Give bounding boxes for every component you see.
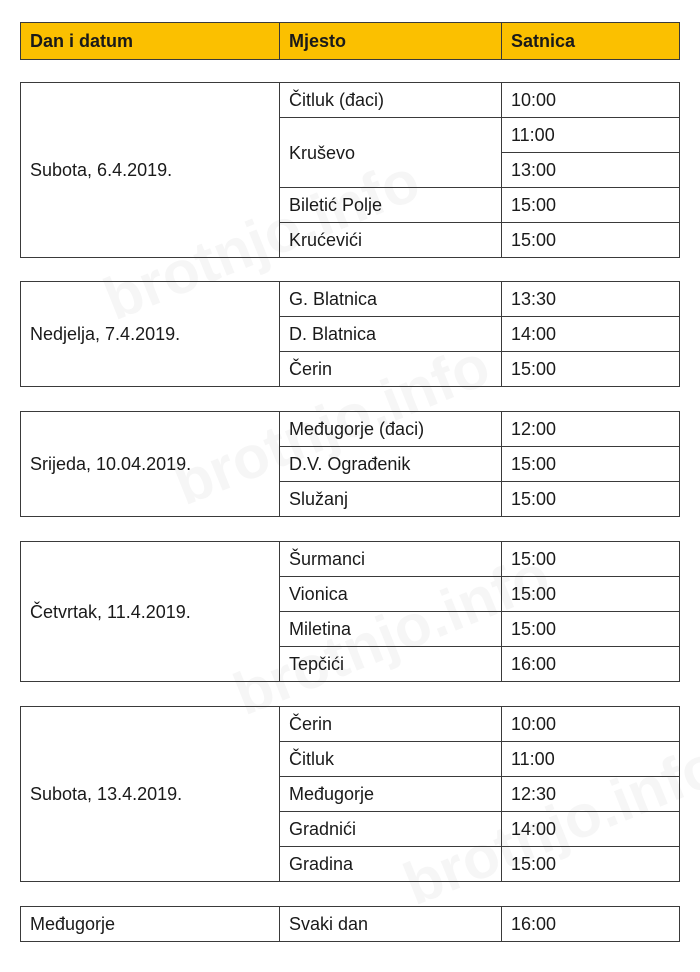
schedule-group — [20, 281, 680, 387]
time-cell: 16:00 — [502, 647, 680, 682]
place-cell: Gradina — [280, 847, 502, 882]
place-cell: Miletina — [280, 612, 502, 647]
table-row — [21, 83, 680, 118]
time-cell: 15:00 — [502, 447, 680, 482]
day-cell: Četvrtak, 11.4.2019. — [21, 542, 280, 682]
schedule-group — [20, 906, 680, 942]
header-place: Mjesto — [280, 23, 502, 60]
schedule-group — [20, 541, 680, 682]
time-cell: 11:00 — [502, 742, 680, 777]
time-cell: 12:30 — [502, 777, 680, 812]
time-cell: 12:00 — [502, 412, 680, 447]
place-cell: Gradnići — [280, 812, 502, 847]
day-cell: Nedjelja, 7.4.2019. — [21, 282, 280, 387]
day-cell: Srijeda, 10.04.2019. — [21, 412, 280, 517]
time-cell: 15:00 — [502, 223, 680, 258]
time-cell: 13:00 — [502, 153, 680, 188]
time-cell: 15:00 — [502, 542, 680, 577]
time-cell: 15:00 — [502, 847, 680, 882]
table-row — [21, 707, 680, 742]
place-cell: Međugorje (đaci) — [280, 412, 502, 447]
place-cell: Čerin — [280, 352, 502, 387]
place-cell: Čitluk — [280, 742, 502, 777]
day-cell: Subota, 6.4.2019. — [21, 83, 280, 258]
time-cell: 15:00 — [502, 352, 680, 387]
place-cell: Služanj — [280, 482, 502, 517]
time-cell: 10:00 — [502, 83, 680, 118]
time-cell: 15:00 — [502, 188, 680, 223]
day-cell: Subota, 13.4.2019. — [21, 707, 280, 882]
place-cell: Čitluk (đaci) — [280, 83, 502, 118]
schedule-group — [20, 411, 680, 517]
schedule-header — [20, 22, 680, 60]
table-row — [21, 412, 680, 447]
place-cell: D. Blatnica — [280, 317, 502, 352]
time-cell: 15:00 — [502, 612, 680, 647]
place-cell: Tepčići — [280, 647, 502, 682]
schedule-group — [20, 82, 680, 258]
time-cell: 14:00 — [502, 812, 680, 847]
table-row — [21, 282, 680, 317]
time-cell: 13:30 — [502, 282, 680, 317]
place-cell: Vionica — [280, 577, 502, 612]
place-cell: D.V. Ograđenik — [280, 447, 502, 482]
place-cell: Svaki dan — [280, 907, 502, 942]
header-time: Satnica — [502, 23, 680, 60]
time-cell: 11:00 — [502, 118, 680, 153]
place-cell: Kruševo — [280, 118, 502, 188]
place-cell: Međugorje — [280, 777, 502, 812]
header-date: Dan i datum — [21, 23, 280, 60]
time-cell: 16:00 — [502, 907, 680, 942]
place-cell: Čerin — [280, 707, 502, 742]
table-row — [21, 907, 680, 942]
time-cell: 14:00 — [502, 317, 680, 352]
place-cell: Krućevići — [280, 223, 502, 258]
place-cell: Biletić Polje — [280, 188, 502, 223]
table-row — [21, 542, 680, 577]
time-cell: 15:00 — [502, 577, 680, 612]
day-cell: Međugorje — [21, 907, 280, 942]
time-cell: 15:00 — [502, 482, 680, 517]
place-cell: Šurmanci — [280, 542, 502, 577]
place-cell: G. Blatnica — [280, 282, 502, 317]
time-cell: 10:00 — [502, 707, 680, 742]
schedule-group — [20, 706, 680, 882]
